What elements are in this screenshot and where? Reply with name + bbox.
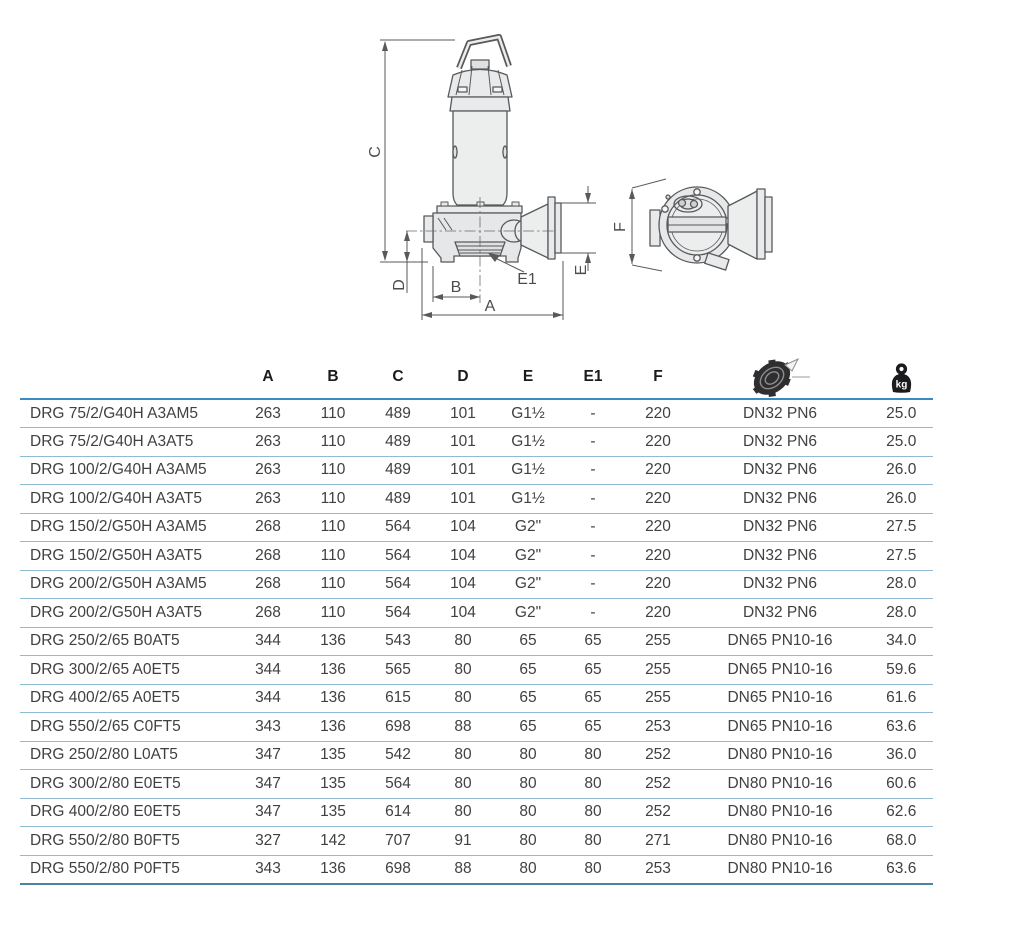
pump-top-view-drawing bbox=[612, 179, 772, 271]
table-row bbox=[20, 713, 933, 742]
dim-d-cell: 88 bbox=[431, 713, 496, 742]
dim-e1-cell: 65 bbox=[561, 627, 626, 656]
dim-c-cell: 489 bbox=[366, 399, 431, 428]
dim-a-cell: 263 bbox=[236, 485, 301, 514]
dim-e1-cell: - bbox=[561, 485, 626, 514]
model-cell: DRG 100/2/G40H A3AM5 bbox=[20, 456, 236, 485]
dim-e1-cell: - bbox=[561, 599, 626, 628]
dim-b-cell: 110 bbox=[301, 599, 366, 628]
table-row bbox=[20, 855, 933, 884]
dim-f-cell: 220 bbox=[626, 542, 691, 571]
dim-f-cell: 252 bbox=[626, 741, 691, 770]
dim-f-cell: 220 bbox=[626, 513, 691, 542]
model-cell: DRG 200/2/G50H A3AM5 bbox=[20, 570, 236, 599]
dim-c-cell: 564 bbox=[366, 770, 431, 799]
weight-cell: 26.0 bbox=[870, 456, 934, 485]
dim-e-cell: 65 bbox=[496, 684, 561, 713]
dim-c-cell: 698 bbox=[366, 855, 431, 884]
dim-f-cell: 220 bbox=[626, 570, 691, 599]
dim-e1-cell: - bbox=[561, 399, 626, 428]
dim-b-cell: 136 bbox=[301, 684, 366, 713]
flange-cell: DN32 PN6 bbox=[691, 513, 870, 542]
dim-b-cell: 110 bbox=[301, 485, 366, 514]
dim-a-cell: 263 bbox=[236, 399, 301, 428]
weight-cell: 27.5 bbox=[870, 542, 934, 571]
dim-e1-cell: - bbox=[561, 542, 626, 571]
weight-cell: 61.6 bbox=[870, 684, 934, 713]
dim-b-cell: 110 bbox=[301, 570, 366, 599]
dim-d-cell: 80 bbox=[431, 798, 496, 827]
weight-cell: 26.0 bbox=[870, 485, 934, 514]
flange-cell: DN65 PN10-16 bbox=[691, 684, 870, 713]
dim-f-cell: 220 bbox=[626, 485, 691, 514]
dim-b-cell: 136 bbox=[301, 713, 366, 742]
flange-cell: DN32 PN6 bbox=[691, 485, 870, 514]
dim-b-cell: 110 bbox=[301, 428, 366, 457]
table-row bbox=[20, 399, 933, 428]
dim-f-cell: 220 bbox=[626, 456, 691, 485]
dim-e-cell: G1½ bbox=[496, 399, 561, 428]
dim-c-cell: 542 bbox=[366, 741, 431, 770]
flange-cell: DN65 PN10-16 bbox=[691, 627, 870, 656]
dim-c-cell: 564 bbox=[366, 599, 431, 628]
model-cell: DRG 300/2/65 A0ET5 bbox=[20, 656, 236, 685]
weight-cell: 28.0 bbox=[870, 599, 934, 628]
model-cell: DRG 100/2/G40H A3AT5 bbox=[20, 485, 236, 514]
model-cell: DRG 400/2/65 A0ET5 bbox=[20, 684, 236, 713]
pump-cap bbox=[448, 60, 512, 111]
flange-cell: DN65 PN10-16 bbox=[691, 713, 870, 742]
table-row bbox=[20, 656, 933, 685]
spec-table bbox=[20, 356, 933, 885]
dim-e1-cell: 80 bbox=[561, 770, 626, 799]
dim-c-cell: 489 bbox=[366, 485, 431, 514]
dim-d-cell: 101 bbox=[431, 428, 496, 457]
table-row bbox=[20, 570, 933, 599]
column-header-flange bbox=[691, 356, 870, 399]
dim-d-cell: 101 bbox=[431, 456, 496, 485]
dim-c-cell: 698 bbox=[366, 713, 431, 742]
dim-c-cell: 489 bbox=[366, 456, 431, 485]
dim-f-cell: 253 bbox=[626, 713, 691, 742]
dim-b-cell: 136 bbox=[301, 855, 366, 884]
weight-cell: 27.5 bbox=[870, 513, 934, 542]
dimension-drawings bbox=[0, 0, 1016, 345]
dim-label-c: C bbox=[367, 146, 384, 158]
dim-a-cell: 268 bbox=[236, 513, 301, 542]
dim-e-cell: G2" bbox=[496, 542, 561, 571]
dim-d-cell: 104 bbox=[431, 570, 496, 599]
flange-cell: DN32 PN6 bbox=[691, 542, 870, 571]
dim-c-cell: 489 bbox=[366, 428, 431, 457]
dim-c-cell: 564 bbox=[366, 570, 431, 599]
dim-label-e: E bbox=[573, 264, 590, 276]
dim-b-cell: 110 bbox=[301, 399, 366, 428]
flange-cell: DN80 PN10-16 bbox=[691, 798, 870, 827]
dim-a-cell: 263 bbox=[236, 456, 301, 485]
model-cell: DRG 150/2/G50H A3AT5 bbox=[20, 542, 236, 571]
dim-b-cell: 135 bbox=[301, 770, 366, 799]
pump-volute bbox=[424, 202, 529, 262]
weight-cell: 25.0 bbox=[870, 399, 934, 428]
column-header-b: B bbox=[301, 356, 366, 399]
dim-d-cell: 88 bbox=[431, 855, 496, 884]
dim-e-cell: G1½ bbox=[496, 456, 561, 485]
dim-e-cell: G1½ bbox=[496, 485, 561, 514]
dim-c-cell: 615 bbox=[366, 684, 431, 713]
model-cell: DRG 250/2/65 B0AT5 bbox=[20, 627, 236, 656]
dim-f-cell: 271 bbox=[626, 827, 691, 856]
dim-e1-cell: 65 bbox=[561, 684, 626, 713]
dim-f-cell: 220 bbox=[626, 599, 691, 628]
model-cell: DRG 550/2/80 B0FT5 bbox=[20, 827, 236, 856]
column-header-c: C bbox=[366, 356, 431, 399]
dim-a-cell: 344 bbox=[236, 656, 301, 685]
dim-e1-cell: 80 bbox=[561, 798, 626, 827]
model-cell: DRG 200/2/G50H A3AT5 bbox=[20, 599, 236, 628]
weight-cell: 25.0 bbox=[870, 428, 934, 457]
table-header-row bbox=[20, 356, 933, 399]
dim-e-cell: 65 bbox=[496, 656, 561, 685]
flange-cell: DN80 PN10-16 bbox=[691, 770, 870, 799]
model-cell: DRG 550/2/65 C0FT5 bbox=[20, 713, 236, 742]
pump-motor-body bbox=[453, 111, 507, 205]
dim-c-cell: 564 bbox=[366, 513, 431, 542]
dim-e1-cell: - bbox=[561, 570, 626, 599]
dim-a-cell: 347 bbox=[236, 798, 301, 827]
dim-e1-cell: - bbox=[561, 456, 626, 485]
dim-e-cell: G2" bbox=[496, 599, 561, 628]
dim-c-cell: 543 bbox=[366, 627, 431, 656]
dim-a-cell: 268 bbox=[236, 542, 301, 571]
column-header-e1: E1 bbox=[561, 356, 626, 399]
table-row bbox=[20, 770, 933, 799]
dim-a-cell: 347 bbox=[236, 741, 301, 770]
dim-label-f: F bbox=[612, 222, 629, 232]
flange-cell: DN32 PN6 bbox=[691, 428, 870, 457]
dim-a-cell: 327 bbox=[236, 827, 301, 856]
pump-side-view-drawing bbox=[367, 37, 596, 320]
column-header-weight bbox=[870, 356, 934, 399]
weight-cell: 63.6 bbox=[870, 855, 934, 884]
dim-f-cell: 255 bbox=[626, 627, 691, 656]
model-cell: DRG 75/2/G40H A3AT5 bbox=[20, 428, 236, 457]
dim-a-cell: 344 bbox=[236, 684, 301, 713]
dim-e1-cell: 80 bbox=[561, 855, 626, 884]
spec-table-body bbox=[20, 399, 933, 884]
model-cell: DRG 250/2/80 L0AT5 bbox=[20, 741, 236, 770]
dim-f-cell: 252 bbox=[626, 770, 691, 799]
dim-label-d: D bbox=[391, 279, 408, 291]
dim-d-cell: 91 bbox=[431, 827, 496, 856]
dim-e-cell: 80 bbox=[496, 855, 561, 884]
flange-icon bbox=[748, 356, 812, 398]
dim-d-cell: 80 bbox=[431, 656, 496, 685]
weight-cell: 63.6 bbox=[870, 713, 934, 742]
dim-b-cell: 110 bbox=[301, 542, 366, 571]
table-row bbox=[20, 627, 933, 656]
column-header-a: A bbox=[236, 356, 301, 399]
dim-label-e1: E1 bbox=[517, 271, 537, 288]
dim-e-cell: G2" bbox=[496, 513, 561, 542]
column-header-e: E bbox=[496, 356, 561, 399]
weight-cell: 36.0 bbox=[870, 741, 934, 770]
model-cell: DRG 150/2/G50H A3AM5 bbox=[20, 513, 236, 542]
dim-e1-cell: 65 bbox=[561, 713, 626, 742]
weight-cell: 60.6 bbox=[870, 770, 934, 799]
dim-d-cell: 80 bbox=[431, 684, 496, 713]
weight-unit-label: kg bbox=[895, 379, 908, 390]
table-row bbox=[20, 513, 933, 542]
dim-e bbox=[557, 186, 596, 271]
flange-cell: DN32 PN6 bbox=[691, 599, 870, 628]
dim-a-cell: 343 bbox=[236, 855, 301, 884]
flange-cell: DN80 PN10-16 bbox=[691, 855, 870, 884]
dim-a-cell: 344 bbox=[236, 627, 301, 656]
table-row bbox=[20, 741, 933, 770]
dim-d-cell: 104 bbox=[431, 599, 496, 628]
dim-b-cell: 136 bbox=[301, 627, 366, 656]
dim-f-cell: 255 bbox=[626, 656, 691, 685]
column-header-f: F bbox=[626, 356, 691, 399]
dim-e-cell: 65 bbox=[496, 713, 561, 742]
dim-c-cell: 565 bbox=[366, 656, 431, 685]
flange-cell: DN65 PN10-16 bbox=[691, 656, 870, 685]
flange-cell: DN32 PN6 bbox=[691, 399, 870, 428]
dim-b-cell: 142 bbox=[301, 827, 366, 856]
model-column-header bbox=[20, 356, 236, 399]
dim-e1-cell: 80 bbox=[561, 827, 626, 856]
dim-e-cell: 80 bbox=[496, 770, 561, 799]
dim-f-cell: 252 bbox=[626, 798, 691, 827]
table-row bbox=[20, 542, 933, 571]
table-row bbox=[20, 827, 933, 856]
dim-b-cell: 110 bbox=[301, 513, 366, 542]
weight-kg-icon bbox=[888, 362, 915, 393]
dim-a-cell: 268 bbox=[236, 599, 301, 628]
dim-b-cell: 135 bbox=[301, 798, 366, 827]
dim-e-cell: 80 bbox=[496, 798, 561, 827]
dim-a-cell: 343 bbox=[236, 713, 301, 742]
flange-cell: DN32 PN6 bbox=[691, 570, 870, 599]
model-cell: DRG 550/2/80 P0FT5 bbox=[20, 855, 236, 884]
dim-e1-cell: - bbox=[561, 513, 626, 542]
dim-e1-cell: 65 bbox=[561, 656, 626, 685]
dim-b-cell: 136 bbox=[301, 656, 366, 685]
dim-c-cell: 707 bbox=[366, 827, 431, 856]
dim-d-cell: 80 bbox=[431, 770, 496, 799]
dim-d-cell: 101 bbox=[431, 399, 496, 428]
model-cell: DRG 75/2/G40H A3AM5 bbox=[20, 399, 236, 428]
dim-f-cell: 255 bbox=[626, 684, 691, 713]
dim-e-cell: 80 bbox=[496, 741, 561, 770]
weight-cell: 28.0 bbox=[870, 570, 934, 599]
dim-e1-cell: 80 bbox=[561, 741, 626, 770]
table-row bbox=[20, 684, 933, 713]
dim-e-cell: G1½ bbox=[496, 428, 561, 457]
dim-e1-cell: - bbox=[561, 428, 626, 457]
weight-cell: 59.6 bbox=[870, 656, 934, 685]
dim-d-cell: 104 bbox=[431, 513, 496, 542]
dim-b-cell: 135 bbox=[301, 741, 366, 770]
model-cell: DRG 300/2/80 E0ET5 bbox=[20, 770, 236, 799]
dim-f-cell: 220 bbox=[626, 399, 691, 428]
table-row bbox=[20, 599, 933, 628]
dim-label-a: A bbox=[484, 298, 496, 315]
dim-label-b: B bbox=[450, 279, 462, 296]
table-row bbox=[20, 428, 933, 457]
table-row bbox=[20, 798, 933, 827]
discharge-flange bbox=[521, 197, 561, 259]
dim-d-cell: 101 bbox=[431, 485, 496, 514]
flange-cell: DN80 PN10-16 bbox=[691, 827, 870, 856]
dim-e-cell: G2" bbox=[496, 570, 561, 599]
weight-cell: 34.0 bbox=[870, 627, 934, 656]
dim-c-cell: 614 bbox=[366, 798, 431, 827]
weight-cell: 68.0 bbox=[870, 827, 934, 856]
dim-f-cell: 253 bbox=[626, 855, 691, 884]
dim-a-cell: 268 bbox=[236, 570, 301, 599]
dim-d-cell: 80 bbox=[431, 741, 496, 770]
weight-cell: 62.6 bbox=[870, 798, 934, 827]
table-row bbox=[20, 456, 933, 485]
dim-a-cell: 347 bbox=[236, 770, 301, 799]
table-row bbox=[20, 485, 933, 514]
dim-c-cell: 564 bbox=[366, 542, 431, 571]
model-cell: DRG 400/2/80 E0ET5 bbox=[20, 798, 236, 827]
dim-a-cell: 263 bbox=[236, 428, 301, 457]
dim-e-cell: 65 bbox=[496, 627, 561, 656]
dim-d-cell: 104 bbox=[431, 542, 496, 571]
flange-cell: DN32 PN6 bbox=[691, 456, 870, 485]
dim-d-cell: 80 bbox=[431, 627, 496, 656]
column-header-d: D bbox=[431, 356, 496, 399]
flange-cell: DN80 PN10-16 bbox=[691, 741, 870, 770]
dim-b-cell: 110 bbox=[301, 456, 366, 485]
dim-f-cell: 220 bbox=[626, 428, 691, 457]
dim-e-cell: 80 bbox=[496, 827, 561, 856]
